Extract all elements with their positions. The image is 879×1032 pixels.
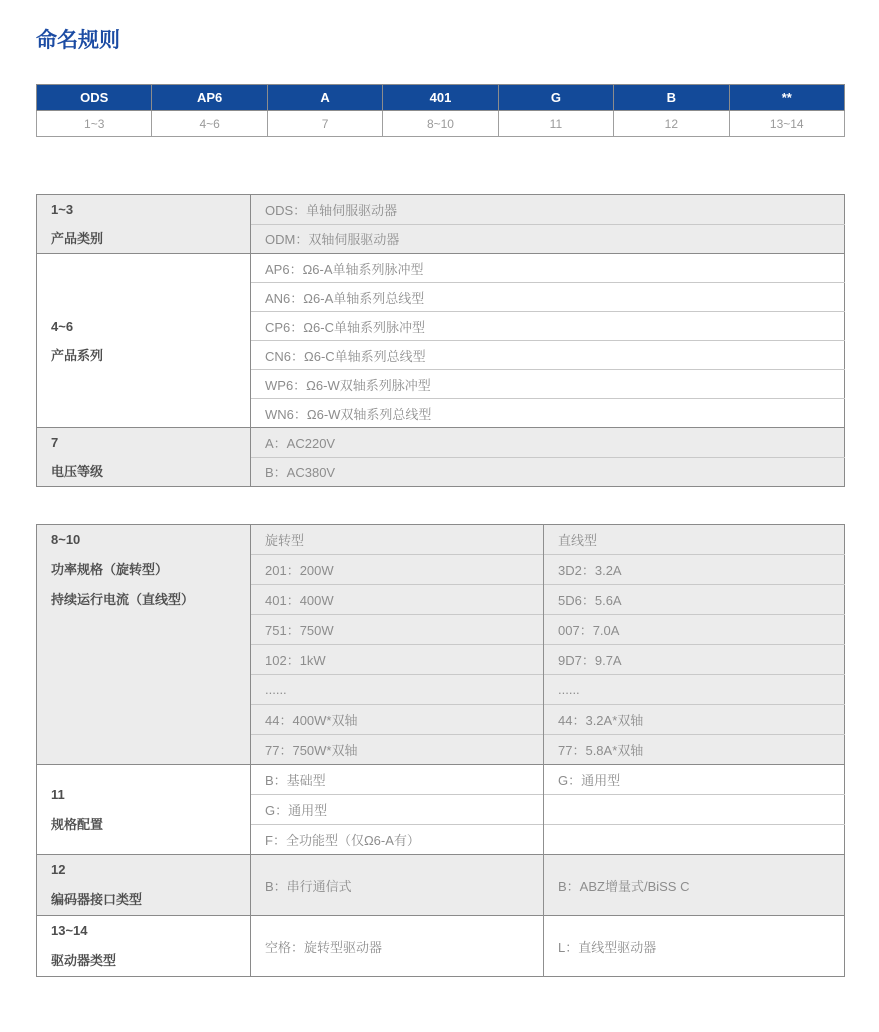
linear-value-cell: G：通用型 bbox=[544, 765, 845, 795]
value-cell: ODM：双轴伺服驱动器 bbox=[251, 224, 845, 254]
digit-position-cell: 4~6 bbox=[152, 111, 267, 137]
value-cell: CN6：Ω6-C单轴系列总线型 bbox=[251, 341, 845, 370]
rotary-value-cell: ...... bbox=[251, 675, 544, 705]
digit-position-cell: 8~10 bbox=[383, 111, 498, 137]
linear-value-cell: 5D6：5.6A bbox=[544, 585, 845, 615]
table-row bbox=[37, 855, 845, 916]
rotary-value-cell: 102：1kW bbox=[251, 645, 544, 675]
rotary-value-cell: 751：750W bbox=[251, 615, 544, 645]
value-cell: A：AC220V bbox=[251, 428, 845, 458]
segment-position: 7 bbox=[51, 435, 59, 450]
rotary-value-cell: 401：400W bbox=[251, 585, 544, 615]
linear-value-cell bbox=[544, 795, 845, 825]
segment-position: 11 bbox=[51, 786, 65, 802]
linear-value-cell: 9D7：9.7A bbox=[544, 645, 845, 675]
segment-name: 编码器接口类型 bbox=[51, 892, 143, 907]
digit-position-cell: 11 bbox=[498, 111, 613, 137]
rotary-value-cell: G：通用型 bbox=[251, 795, 544, 825]
table-row bbox=[37, 525, 845, 555]
label-cell bbox=[37, 765, 251, 855]
segment-detail-table-1 bbox=[36, 194, 845, 487]
code-cell: ODS bbox=[37, 85, 152, 111]
segment-detail-table-2 bbox=[36, 524, 845, 977]
label-cell bbox=[37, 254, 251, 428]
rotary-value-cell: 201：200W bbox=[251, 555, 544, 585]
value-cell: B：AC380V bbox=[251, 457, 845, 487]
segment-name: 产品系列 bbox=[51, 347, 104, 363]
label-cell bbox=[37, 195, 251, 254]
code-cell: B bbox=[614, 85, 729, 111]
rotary-value-cell: 旋转型 bbox=[251, 525, 544, 555]
code-cell: ** bbox=[729, 85, 844, 111]
segment-position: 1~3 bbox=[51, 202, 74, 217]
linear-value-cell bbox=[544, 825, 845, 855]
linear-value-cell: 直线型 bbox=[544, 525, 845, 555]
rotary-value-cell: 空格：旋转型驱动器 bbox=[251, 916, 544, 977]
linear-value-cell: 77：5.8A*双轴 bbox=[544, 735, 845, 765]
segment-name: 持续运行电流（直线型） bbox=[51, 592, 195, 607]
segment-position: 13~14 bbox=[51, 923, 88, 938]
linear-value-cell: 44：3.2A*双轴 bbox=[544, 705, 845, 735]
segment-name: 驱动器类型 bbox=[51, 953, 117, 968]
table-row bbox=[37, 916, 845, 977]
value-cell: AP6：Ω6-A单轴系列脉冲型 bbox=[251, 254, 845, 283]
segment-name: 规格配置 bbox=[51, 816, 104, 832]
table-row bbox=[37, 195, 845, 225]
table-row bbox=[37, 254, 845, 283]
segment-name: 电压等级 bbox=[51, 464, 104, 479]
value-cell: ODS：单轴伺服驱动器 bbox=[251, 195, 845, 225]
table-row bbox=[37, 765, 845, 795]
segment-position: 4~6 bbox=[51, 318, 74, 334]
value-cell: WN6：Ω6-W双轴系列总线型 bbox=[251, 399, 845, 428]
page-title: 命名规则 bbox=[36, 29, 120, 52]
value-cell: CP6：Ω6-C单轴系列脉冲型 bbox=[251, 312, 845, 341]
segment-position: 8~10 bbox=[51, 532, 81, 547]
linear-value-cell: 007：7.0A bbox=[544, 615, 845, 645]
rotary-value-cell: 77：750W*双轴 bbox=[251, 735, 544, 765]
label-cell bbox=[37, 855, 251, 916]
segment-name: 产品类别 bbox=[51, 231, 104, 246]
digit-position-cell: 7 bbox=[267, 111, 382, 137]
label-cell bbox=[37, 525, 251, 765]
value-cell: WP6：Ω6-W双轴系列脉冲型 bbox=[251, 370, 845, 399]
value-cell: AN6：Ω6-A单轴系列总线型 bbox=[251, 283, 845, 312]
model-code-table bbox=[36, 84, 845, 137]
rotary-value-cell: F：全功能型（仅Ω6-A有） bbox=[251, 825, 544, 855]
segment-name: 功率规格（旋转型） bbox=[51, 562, 169, 577]
rotary-value-cell: B：串行通信式 bbox=[251, 855, 544, 916]
code-row bbox=[37, 85, 845, 111]
digit-position-cell: 12 bbox=[614, 111, 729, 137]
label-cell bbox=[37, 428, 251, 487]
linear-value-cell: L：直线型驱动器 bbox=[544, 916, 845, 977]
digit-position-cell: 1~3 bbox=[37, 111, 152, 137]
linear-value-cell: 3D2：3.2A bbox=[544, 555, 845, 585]
rotary-value-cell: 44：400W*双轴 bbox=[251, 705, 544, 735]
label-cell bbox=[37, 916, 251, 977]
code-cell: AP6 bbox=[152, 85, 267, 111]
linear-value-cell: ...... bbox=[544, 675, 845, 705]
digit-position-cell: 13~14 bbox=[729, 111, 844, 137]
linear-value-cell: B：ABZ增量式/BiSS C bbox=[544, 855, 845, 916]
code-cell: G bbox=[498, 85, 613, 111]
rotary-value-cell: B：基础型 bbox=[251, 765, 544, 795]
code-cell: 401 bbox=[383, 85, 498, 111]
code-cell: A bbox=[267, 85, 382, 111]
segment-position: 12 bbox=[51, 862, 66, 877]
table-row bbox=[37, 428, 845, 458]
digit-position-row bbox=[37, 111, 845, 137]
